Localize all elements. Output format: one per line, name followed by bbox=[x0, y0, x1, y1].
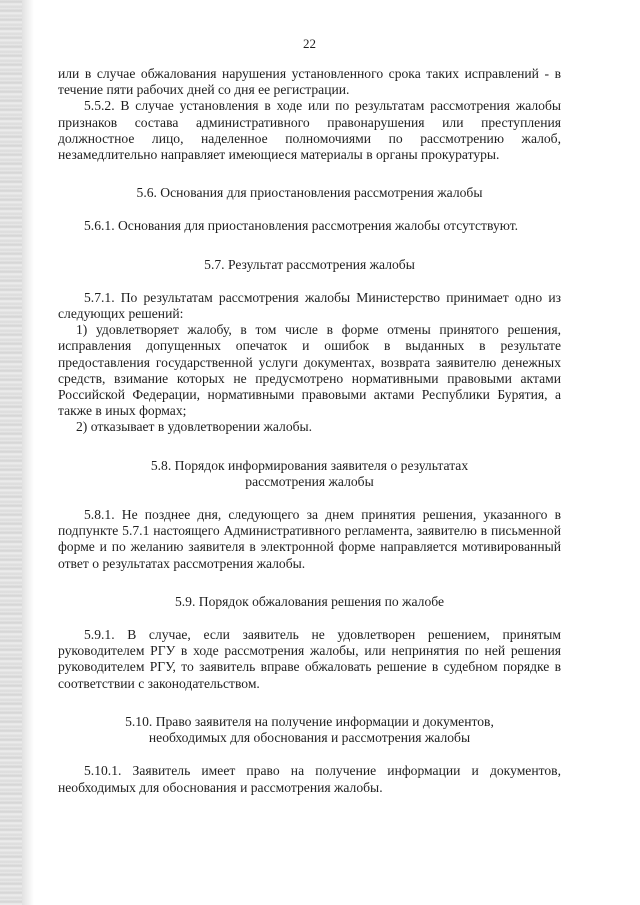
paragraph-5-5-1-tail: или в случае обжалования нарушения установленного срока таких исправлений - в течение пяти рабочих дней со дня ее регистрации. bbox=[58, 66, 561, 98]
heading-line: 5.7. Результат рассмотрения жалобы bbox=[204, 256, 415, 272]
list-item-2: 2) отказывает в удовлетворении жалобы. bbox=[76, 419, 313, 435]
list-item-1: 1) удовлетворяет жалобу, в том числе в форме отмены принятого решения, исправления допущенных опечаток и ошибок в выданных в результате предоставления государственной услуги документах, возврата заявителю денежных средств, взимание которых не предусмотрено нормативными правовыми актами Российской Федерации, нормативными правовыми актами Республики Бурятия, а также в иных формах; bbox=[58, 322, 561, 419]
document-page bbox=[58, 36, 561, 796]
heading-line: 5.10. Право заявителя на получение информации и документов, bbox=[125, 713, 494, 729]
paragraph-5-7-1: 5.7.1. По результатам рассмотрения жалобы Министерство принимает одно из следующих решений: bbox=[58, 289, 561, 322]
heading-line: рассмотрения жалобы bbox=[245, 473, 374, 489]
heading-line: 5.8. Порядок информирования заявителя о результатах bbox=[150, 457, 469, 473]
heading-line: 5.6. Основания для приостановления рассмотрения жалобы bbox=[136, 185, 483, 201]
paragraph-5-10-1: 5.10.1. Заявитель имеет право на получение информации и документов, необходимых для обоснования и рассмотрения жалобы. bbox=[58, 763, 561, 795]
scan-edge-shadow bbox=[0, 0, 22, 905]
heading-5-10 bbox=[58, 714, 561, 746]
heading-5-8 bbox=[58, 458, 561, 490]
heading-5-6 bbox=[58, 185, 561, 201]
heading-line: 5.9. Порядок обжалования решения по жалобе bbox=[174, 593, 445, 609]
paragraph-5-8-1: 5.8.1. Не позднее дня, следующего за днем принятия решения, указанного в подпункте 5.7.1 настоящего Административного регламента, заявителю в письменной форме и по желанию заявителя в электронной форме направляется мотивированный ответ о результатах рассмотрения жалобы. bbox=[58, 507, 561, 571]
heading-5-7 bbox=[58, 257, 561, 273]
paragraph-5-5-2: 5.5.2. В случае установления в ходе или по результатам рассмотрения жалобы признаков состава административного правонарушения или преступления должностное лицо, наделенное полномочиями по рассмотрению жалоб, незамедлительно направляет имеющиеся материалы в органы прокуратуры. bbox=[58, 98, 561, 163]
page-number: 22 bbox=[303, 36, 316, 51]
heading-5-9 bbox=[58, 594, 561, 610]
paragraph-5-9-1: 5.9.1. В случае, если заявитель не удовлетворен решением, принятым руководителем РГУ в ходе рассмотрения жалобы, или непринятия по ней решения руководителем РГУ, то заявитель вправе обжаловать решение в судебном порядке в соответствии с законодательством. bbox=[58, 627, 561, 691]
heading-line: необходимых для обоснования и рассмотрения жалобы bbox=[148, 730, 471, 746]
scan-edge-fade bbox=[22, 0, 34, 905]
paragraph-5-6-1: 5.6.1. Основания для приостановления рассмотрения жалобы отсутствуют. bbox=[84, 218, 519, 234]
